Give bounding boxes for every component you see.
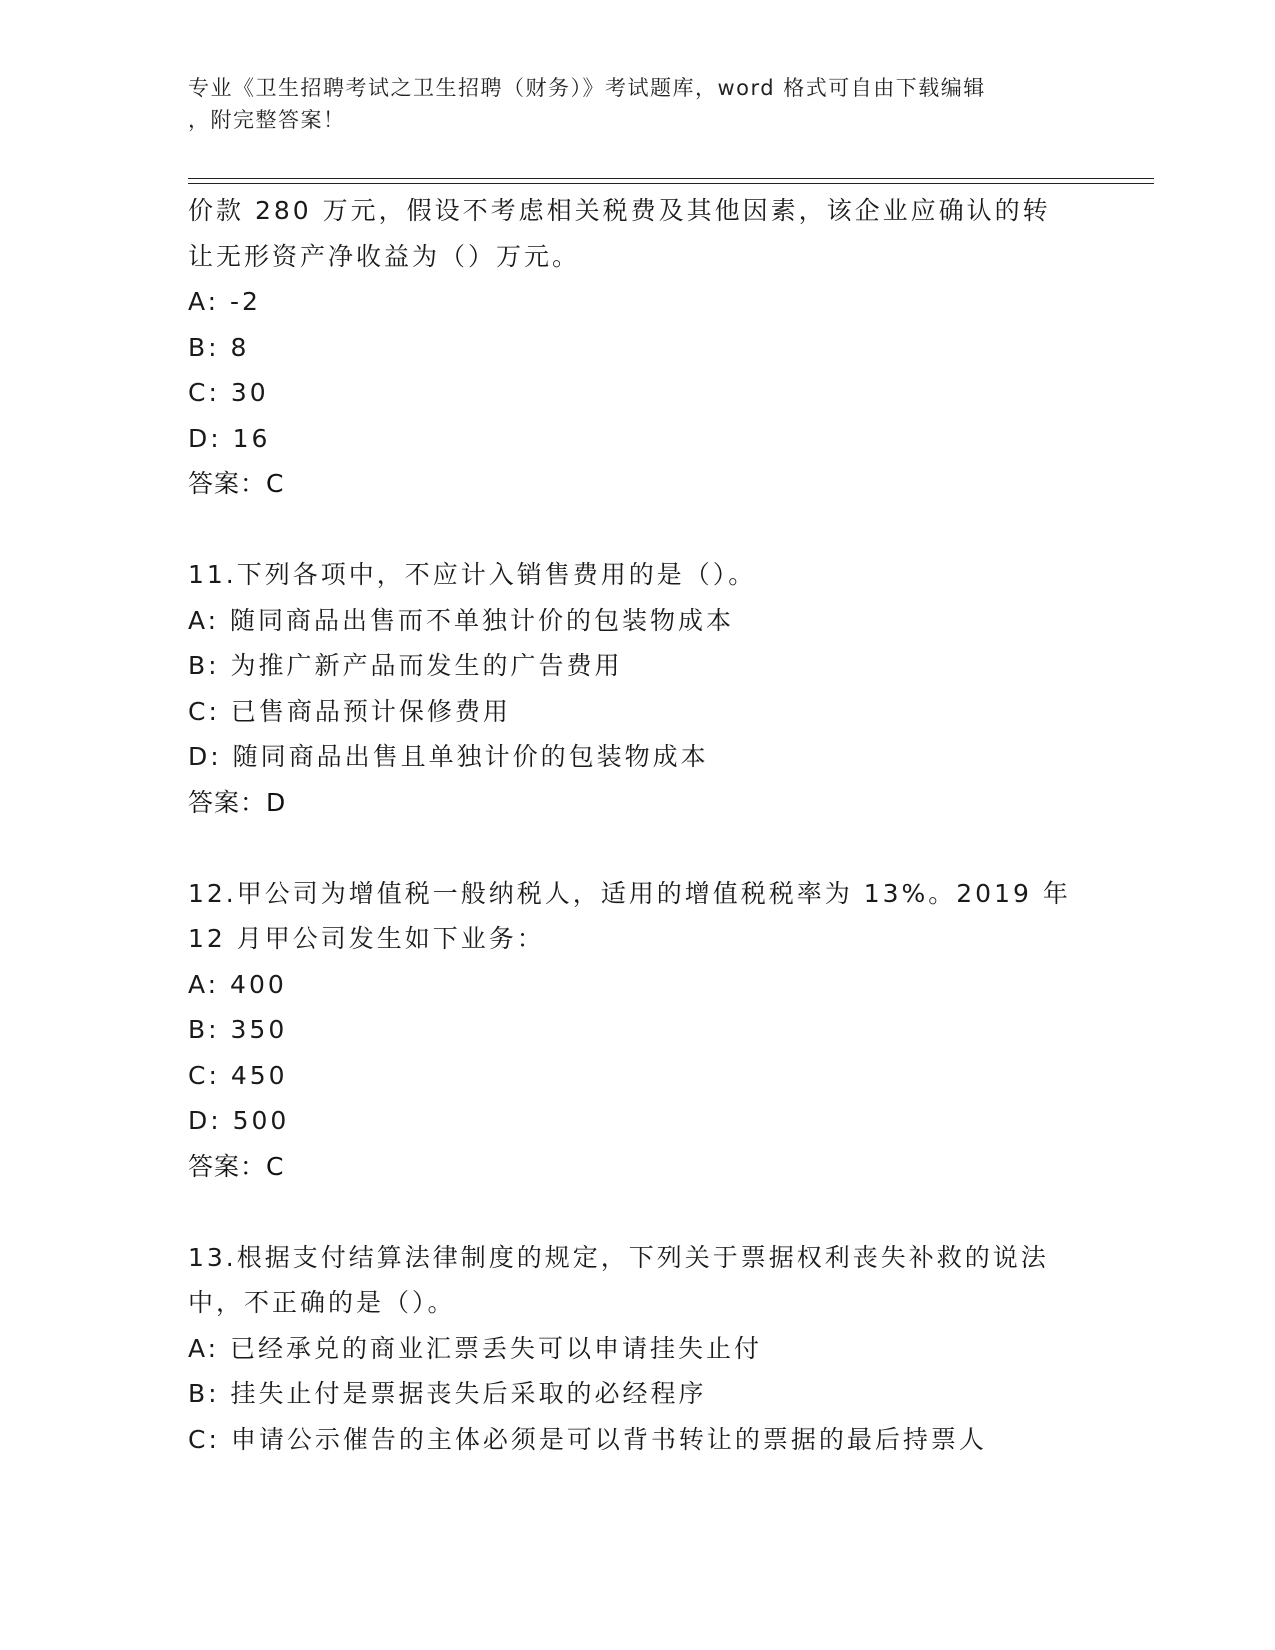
question-11: [188, 552, 1088, 825]
spacer: [188, 1189, 1088, 1235]
question-stem-line: 中，不正确的是（）。: [188, 1288, 456, 1317]
spacer: [188, 825, 1088, 871]
header-line-1: 专业《卫生招聘考试之卫生招聘（财务）》考试题库，word 格式可自由下载编辑: [188, 76, 986, 100]
option-b: B: 挂失止付是票据丧失后采取的必经程序: [188, 1379, 707, 1408]
option-a: A: 随同商品出售而不单独计价的包装物成本: [188, 605, 735, 635]
option-b: B: 8: [188, 332, 250, 362]
spacer: [188, 507, 1088, 553]
question-stem-line: 让无形资产净收益为（）万元。: [188, 241, 581, 271]
option-d: D: 随同商品出售且单独计价的包装物成本: [188, 742, 709, 771]
question-stem-line: 价款 280 万元，假设不考虑相关税费及其他因素，该企业应确认的转: [188, 196, 1051, 225]
option-c: C: 450: [188, 1060, 288, 1090]
question-10-continued: [188, 188, 1088, 507]
question-list: [188, 188, 1088, 1462]
header-line-2: ，附完整答案！: [188, 108, 346, 132]
header-divider: [188, 178, 1154, 184]
option-c: C: 申请公示催告的主体必须是可以背书转让的票据的最后持票人: [188, 1424, 987, 1454]
option-c: C: 已售商品预计保修费用: [188, 696, 511, 726]
option-b: B: 为推广新产品而发生的广告费用: [188, 651, 623, 680]
question-stem-line: 11.下列各项中，不应计入销售费用的是（）。: [188, 560, 757, 589]
question-stem-line: 13.根据支付结算法律制度的规定，下列关于票据权利丧失补救的说法: [188, 1242, 1049, 1272]
question-13: [188, 1235, 1088, 1463]
question-12: [188, 871, 1088, 1190]
answer-label: 答案：D: [188, 787, 287, 817]
option-c: C: 30: [188, 378, 269, 407]
option-a: A: 400: [188, 969, 287, 999]
option-a: A: 已经承兑的商业汇票丢失可以申请挂失止付: [188, 1333, 763, 1363]
answer-label: 答案：C: [188, 469, 285, 498]
option-a: A: -2: [188, 287, 261, 316]
option-b: B: 350: [188, 1015, 288, 1044]
page-header: [188, 72, 1078, 136]
option-d: D: 16: [188, 423, 271, 453]
option-d: D: 500: [188, 1106, 290, 1135]
answer-label: 答案：C: [188, 1151, 285, 1181]
question-stem-line: 12 月甲公司发生如下业务：: [188, 924, 545, 953]
question-stem-line: 12.甲公司为增值税一般纳税人，适用的增值税税率为 13%。2019 年: [188, 878, 1071, 908]
